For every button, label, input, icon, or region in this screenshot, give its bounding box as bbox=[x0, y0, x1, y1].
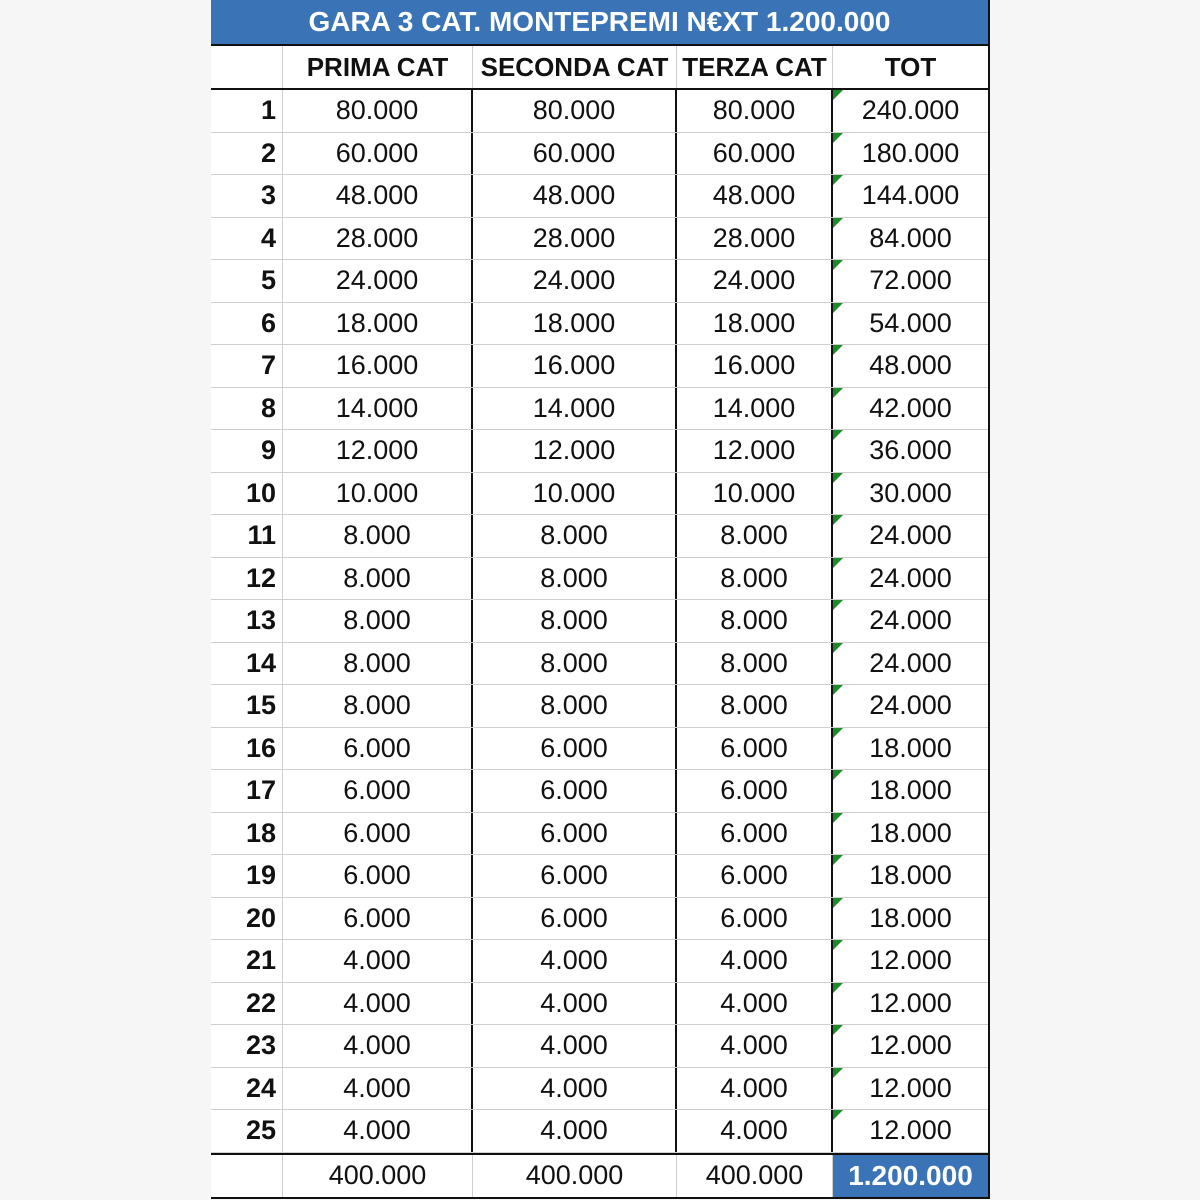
terza-cell[interactable]: 6.000 bbox=[677, 728, 833, 770]
table-row bbox=[211, 345, 988, 388]
prima-cell[interactable]: 6.000 bbox=[283, 898, 473, 940]
rank-cell[interactable]: 18 bbox=[211, 813, 283, 855]
terza-cell[interactable]: 8.000 bbox=[677, 643, 833, 685]
formula-marker-icon bbox=[833, 940, 843, 950]
seconda-cell[interactable]: 16.000 bbox=[473, 345, 677, 387]
table-row bbox=[211, 303, 988, 346]
seconda-cell[interactable]: 80.000 bbox=[473, 90, 677, 132]
tot-cell[interactable] bbox=[833, 855, 988, 897]
tot-cell[interactable] bbox=[833, 1025, 988, 1067]
rank-cell[interactable]: 5 bbox=[211, 260, 283, 302]
terza-cell[interactable]: 28.000 bbox=[677, 218, 833, 260]
table-title[interactable]: GARA 3 CAT. MONTEPREMI N€XT 1.200.000 bbox=[211, 0, 988, 46]
terza-cell[interactable]: 6.000 bbox=[677, 813, 833, 855]
formula-marker-icon bbox=[833, 175, 843, 185]
table-row bbox=[211, 685, 988, 728]
rank-cell[interactable]: 10 bbox=[211, 473, 283, 515]
terza-cell[interactable]: 10.000 bbox=[677, 473, 833, 515]
total-prima-cell[interactable]: 400.000 bbox=[283, 1155, 473, 1197]
table-row bbox=[211, 855, 988, 898]
prima-cell[interactable]: 48.000 bbox=[283, 175, 473, 217]
table-row bbox=[211, 643, 988, 686]
table-row bbox=[211, 728, 988, 771]
formula-marker-icon bbox=[833, 430, 843, 440]
prima-cell[interactable]: 10.000 bbox=[283, 473, 473, 515]
formula-marker-icon bbox=[833, 600, 843, 610]
total-terza-cell[interactable]: 400.000 bbox=[677, 1155, 833, 1197]
tot-cell[interactable] bbox=[833, 685, 988, 727]
rank-cell[interactable]: 15 bbox=[211, 685, 283, 727]
tot-value: 42.000 bbox=[869, 392, 952, 423]
prima-cell[interactable]: 8.000 bbox=[283, 643, 473, 685]
prima-cell[interactable]: 6.000 bbox=[283, 728, 473, 770]
table-row bbox=[211, 430, 988, 473]
prima-cell[interactable]: 8.000 bbox=[283, 558, 473, 600]
tot-value: 240.000 bbox=[861, 95, 960, 126]
tot-value: 24.000 bbox=[869, 520, 952, 551]
tot-value: 30.000 bbox=[869, 477, 952, 508]
formula-marker-icon bbox=[833, 515, 843, 525]
table-row bbox=[211, 770, 988, 813]
rank-cell[interactable]: 24 bbox=[211, 1068, 283, 1110]
table-row bbox=[211, 260, 988, 303]
formula-marker-icon bbox=[833, 855, 843, 865]
terza-cell[interactable]: 16.000 bbox=[677, 345, 833, 387]
tot-cell[interactable] bbox=[833, 940, 988, 982]
seconda-cell[interactable]: 6.000 bbox=[473, 728, 677, 770]
seconda-cell[interactable]: 8.000 bbox=[473, 600, 677, 642]
rank-cell[interactable]: 20 bbox=[211, 898, 283, 940]
tot-value: 12.000 bbox=[869, 1072, 952, 1103]
seconda-cell[interactable]: 4.000 bbox=[473, 1110, 677, 1152]
tot-value: 144.000 bbox=[861, 180, 960, 211]
seconda-cell[interactable]: 8.000 bbox=[473, 558, 677, 600]
rank-cell[interactable]: 21 bbox=[211, 940, 283, 982]
tot-cell[interactable] bbox=[833, 600, 988, 642]
tot-value: 54.000 bbox=[869, 307, 952, 338]
tot-cell[interactable] bbox=[833, 1068, 988, 1110]
tot-cell[interactable] bbox=[833, 303, 988, 345]
terza-cell[interactable]: 24.000 bbox=[677, 260, 833, 302]
prima-cell[interactable]: 6.000 bbox=[283, 855, 473, 897]
formula-marker-icon bbox=[833, 473, 843, 483]
formula-marker-icon bbox=[833, 303, 843, 313]
formula-marker-icon bbox=[833, 558, 843, 568]
header-tot[interactable]: TOT bbox=[884, 51, 937, 82]
tot-value: 12.000 bbox=[869, 1030, 952, 1061]
seconda-cell[interactable]: 8.000 bbox=[473, 685, 677, 727]
formula-marker-icon bbox=[833, 260, 843, 270]
tot-cell[interactable] bbox=[833, 898, 988, 940]
rank-cell[interactable]: 7 bbox=[211, 345, 283, 387]
prima-cell[interactable]: 6.000 bbox=[283, 813, 473, 855]
seconda-cell[interactable]: 24.000 bbox=[473, 260, 677, 302]
tot-cell[interactable] bbox=[833, 90, 988, 132]
prima-cell[interactable]: 4.000 bbox=[283, 1068, 473, 1110]
prize-table bbox=[211, 46, 988, 1199]
tot-cell[interactable] bbox=[833, 175, 988, 217]
seconda-cell[interactable]: 6.000 bbox=[473, 898, 677, 940]
seconda-cell[interactable]: 18.000 bbox=[473, 303, 677, 345]
seconda-cell[interactable]: 60.000 bbox=[473, 133, 677, 175]
seconda-cell[interactable]: 12.000 bbox=[473, 430, 677, 472]
tot-value: 48.000 bbox=[869, 350, 952, 381]
table-row bbox=[211, 940, 988, 983]
terza-cell[interactable]: 6.000 bbox=[677, 770, 833, 812]
formula-marker-icon bbox=[833, 90, 843, 100]
tot-cell[interactable] bbox=[833, 728, 988, 770]
grand-total-cell[interactable]: 1.200.000 bbox=[833, 1155, 988, 1197]
terza-cell[interactable]: 80.000 bbox=[677, 90, 833, 132]
prima-cell[interactable]: 16.000 bbox=[283, 345, 473, 387]
table-row bbox=[211, 1068, 988, 1111]
tot-value: 24.000 bbox=[869, 605, 952, 636]
rank-cell[interactable]: 3 bbox=[211, 175, 283, 217]
table-row bbox=[211, 558, 988, 601]
table-body bbox=[211, 90, 988, 1153]
terza-cell[interactable]: 4.000 bbox=[677, 1110, 833, 1152]
tot-cell[interactable] bbox=[833, 770, 988, 812]
terza-cell[interactable]: 18.000 bbox=[677, 303, 833, 345]
tot-value: 18.000 bbox=[869, 902, 952, 933]
seconda-cell[interactable]: 48.000 bbox=[473, 175, 677, 217]
rank-cell[interactable]: 19 bbox=[211, 855, 283, 897]
tot-cell[interactable] bbox=[833, 388, 988, 430]
seconda-cell[interactable]: 6.000 bbox=[473, 813, 677, 855]
seconda-cell[interactable]: 14.000 bbox=[473, 388, 677, 430]
table-row bbox=[211, 218, 988, 261]
terza-cell[interactable]: 4.000 bbox=[677, 1068, 833, 1110]
rank-cell[interactable]: 25 bbox=[211, 1110, 283, 1152]
prima-cell[interactable]: 80.000 bbox=[283, 90, 473, 132]
tot-value: 12.000 bbox=[869, 987, 952, 1018]
rank-cell[interactable]: 11 bbox=[211, 515, 283, 557]
tot-cell[interactable] bbox=[833, 473, 988, 515]
tot-cell[interactable] bbox=[833, 1110, 988, 1152]
tot-value: 84.000 bbox=[869, 222, 952, 253]
rank-cell[interactable]: 13 bbox=[211, 600, 283, 642]
prima-cell[interactable]: 24.000 bbox=[283, 260, 473, 302]
rank-cell[interactable]: 23 bbox=[211, 1025, 283, 1067]
formula-marker-icon bbox=[833, 685, 843, 695]
totals-row bbox=[211, 1153, 988, 1199]
tot-cell[interactable] bbox=[833, 558, 988, 600]
formula-marker-icon bbox=[833, 133, 843, 143]
terza-cell[interactable]: 6.000 bbox=[677, 898, 833, 940]
tot-value: 24.000 bbox=[869, 562, 952, 593]
terza-cell[interactable]: 12.000 bbox=[677, 430, 833, 472]
prima-cell[interactable]: 8.000 bbox=[283, 600, 473, 642]
rank-cell[interactable]: 4 bbox=[211, 218, 283, 260]
prima-cell[interactable]: 60.000 bbox=[283, 133, 473, 175]
table-row bbox=[211, 515, 988, 558]
terza-cell[interactable]: 4.000 bbox=[677, 1025, 833, 1067]
tot-value: 18.000 bbox=[869, 732, 952, 763]
spreadsheet bbox=[211, 0, 990, 1199]
table-row bbox=[211, 983, 988, 1026]
terza-cell[interactable]: 48.000 bbox=[677, 175, 833, 217]
seconda-cell[interactable]: 4.000 bbox=[473, 1068, 677, 1110]
terza-cell[interactable]: 4.000 bbox=[677, 983, 833, 1025]
seconda-cell[interactable]: 8.000 bbox=[473, 515, 677, 557]
rank-cell[interactable]: 8 bbox=[211, 388, 283, 430]
prima-cell[interactable]: 6.000 bbox=[283, 770, 473, 812]
prima-cell[interactable]: 4.000 bbox=[283, 1025, 473, 1067]
tot-cell[interactable] bbox=[833, 133, 988, 175]
prima-cell[interactable]: 8.000 bbox=[283, 685, 473, 727]
seconda-cell[interactable]: 8.000 bbox=[473, 643, 677, 685]
tot-cell[interactable] bbox=[833, 218, 988, 260]
terza-cell[interactable]: 14.000 bbox=[677, 388, 833, 430]
table-row bbox=[211, 1110, 988, 1153]
rank-cell[interactable]: 16 bbox=[211, 728, 283, 770]
rank-cell[interactable]: 14 bbox=[211, 643, 283, 685]
formula-marker-icon bbox=[833, 898, 843, 908]
formula-marker-icon bbox=[833, 770, 843, 780]
prima-cell[interactable]: 4.000 bbox=[283, 940, 473, 982]
rank-cell[interactable]: 17 bbox=[211, 770, 283, 812]
prima-cell[interactable]: 18.000 bbox=[283, 303, 473, 345]
rank-cell[interactable]: 9 bbox=[211, 430, 283, 472]
tot-value: 180.000 bbox=[861, 137, 960, 168]
table-row bbox=[211, 90, 988, 133]
tot-value: 24.000 bbox=[869, 647, 952, 678]
rank-cell[interactable]: 6 bbox=[211, 303, 283, 345]
tot-cell[interactable] bbox=[833, 643, 988, 685]
tot-value: 18.000 bbox=[869, 775, 952, 806]
header-row bbox=[211, 46, 988, 90]
tot-cell[interactable] bbox=[833, 983, 988, 1025]
tot-value: 18.000 bbox=[869, 860, 952, 891]
terza-cell[interactable]: 8.000 bbox=[677, 558, 833, 600]
table-row bbox=[211, 175, 988, 218]
prima-cell[interactable]: 4.000 bbox=[283, 1110, 473, 1152]
table-row bbox=[211, 898, 988, 941]
header-rank[interactable] bbox=[211, 46, 283, 88]
tot-cell[interactable] bbox=[833, 260, 988, 302]
formula-marker-icon bbox=[833, 983, 843, 993]
seconda-cell[interactable]: 10.000 bbox=[473, 473, 677, 515]
seconda-cell[interactable]: 6.000 bbox=[473, 855, 677, 897]
formula-marker-icon bbox=[833, 218, 843, 228]
prima-cell[interactable]: 4.000 bbox=[283, 983, 473, 1025]
rank-cell[interactable]: 2 bbox=[211, 133, 283, 175]
terza-cell[interactable]: 6.000 bbox=[677, 855, 833, 897]
formula-marker-icon bbox=[833, 813, 843, 823]
header-terza-cat[interactable]: TERZA CAT bbox=[677, 46, 833, 88]
formula-marker-icon bbox=[833, 643, 843, 653]
header-seconda-cat[interactable]: SECONDA CAT bbox=[473, 46, 677, 88]
seconda-cell[interactable]: 4.000 bbox=[473, 983, 677, 1025]
table-row bbox=[211, 388, 988, 431]
table-row bbox=[211, 473, 988, 516]
table-row bbox=[211, 813, 988, 856]
tot-cell[interactable] bbox=[833, 813, 988, 855]
prima-cell[interactable]: 12.000 bbox=[283, 430, 473, 472]
seconda-cell[interactable]: 4.000 bbox=[473, 940, 677, 982]
terza-cell[interactable]: 4.000 bbox=[677, 940, 833, 982]
terza-cell[interactable]: 8.000 bbox=[677, 685, 833, 727]
total-seconda-cell[interactable]: 400.000 bbox=[473, 1155, 677, 1197]
seconda-cell[interactable]: 4.000 bbox=[473, 1025, 677, 1067]
tot-cell[interactable] bbox=[833, 430, 988, 472]
table-row bbox=[211, 133, 988, 176]
rank-cell[interactable]: 22 bbox=[211, 983, 283, 1025]
table-row bbox=[211, 1025, 988, 1068]
rank-cell[interactable]: 12 bbox=[211, 558, 283, 600]
prima-cell[interactable]: 8.000 bbox=[283, 515, 473, 557]
table-row bbox=[211, 600, 988, 643]
tot-value: 72.000 bbox=[869, 265, 952, 296]
header-prima-cat[interactable]: PRIMA CAT bbox=[283, 46, 473, 88]
tot-cell[interactable] bbox=[833, 515, 988, 557]
formula-marker-icon bbox=[833, 1025, 843, 1035]
prima-cell[interactable]: 14.000 bbox=[283, 388, 473, 430]
rank-cell[interactable]: 1 bbox=[211, 90, 283, 132]
formula-marker-icon bbox=[833, 388, 843, 398]
seconda-cell[interactable]: 28.000 bbox=[473, 218, 677, 260]
formula-marker-icon bbox=[833, 728, 843, 738]
formula-marker-icon bbox=[833, 1068, 843, 1078]
tot-value: 36.000 bbox=[869, 435, 952, 466]
formula-marker-icon bbox=[833, 1110, 843, 1120]
seconda-cell[interactable]: 6.000 bbox=[473, 770, 677, 812]
tot-cell[interactable] bbox=[833, 345, 988, 387]
prima-cell[interactable]: 28.000 bbox=[283, 218, 473, 260]
total-rank-cell[interactable] bbox=[211, 1155, 283, 1197]
tot-value: 24.000 bbox=[869, 690, 952, 721]
tot-value: 18.000 bbox=[869, 817, 952, 848]
terza-cell[interactable]: 8.000 bbox=[677, 600, 833, 642]
terza-cell[interactable]: 60.000 bbox=[677, 133, 833, 175]
formula-marker-icon bbox=[833, 345, 843, 355]
tot-value: 12.000 bbox=[869, 945, 952, 976]
terza-cell[interactable]: 8.000 bbox=[677, 515, 833, 557]
tot-value: 12.000 bbox=[869, 1115, 952, 1146]
